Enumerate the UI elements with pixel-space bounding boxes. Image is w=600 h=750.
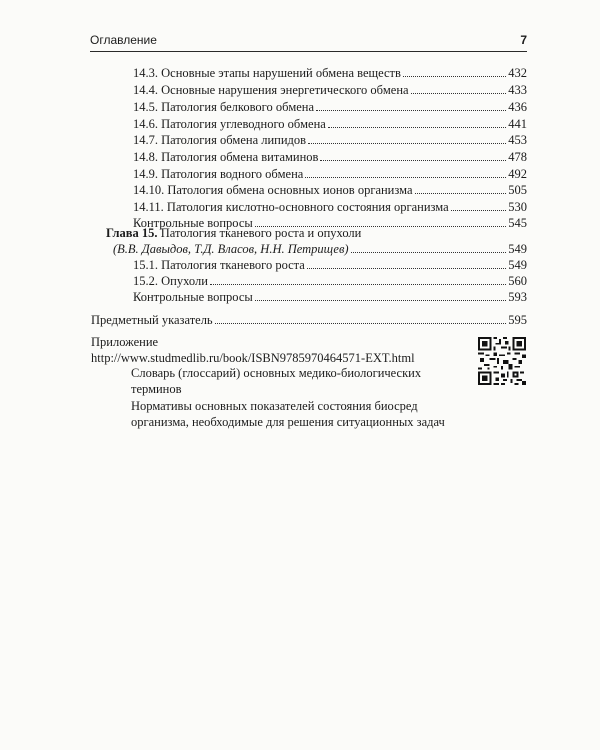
toc-entry-label: 14.3. Основные этапы нарушений обмена веществ <box>133 66 401 80</box>
appendix-item-norms-line2: организма, необходимые для решения ситуационных задач <box>131 415 445 429</box>
toc-entry-label: 15.1. Патология тканевого роста <box>133 258 305 272</box>
toc-entry-label: 14.4. Основные нарушения энергетического обмена <box>133 83 409 97</box>
chapter-15-name: Патология тканевого роста и опухоли <box>157 226 362 240</box>
leader-dots <box>215 323 507 324</box>
leader-dots <box>305 177 506 178</box>
toc-entry-14-9 <box>133 166 527 183</box>
toc-entry-page: 505 <box>508 183 527 197</box>
toc-entry-ch15-questions <box>133 289 527 306</box>
toc-entry-15-1 <box>133 257 527 274</box>
toc-entry-page: 549 <box>508 242 527 256</box>
header-title: Оглавление <box>90 33 157 47</box>
toc-entry-14-10 <box>133 182 527 199</box>
toc-entry-14-5 <box>133 99 527 116</box>
toc-entry-label: 14.8. Патология обмена витаминов <box>133 150 319 164</box>
qr-code-icon[interactable] <box>478 337 526 385</box>
toc-entry-label: 14.10. Патология обмена основных ионов организма <box>133 183 413 197</box>
toc-entry-page: 492 <box>508 167 527 181</box>
leader-dots <box>210 284 506 285</box>
toc-entry-label: 14.11. Патология кислотно-основного состояния организма <box>133 200 449 214</box>
leader-dots <box>411 93 507 94</box>
appendix-item-glossary-line2: терминов <box>131 382 182 396</box>
leader-dots <box>403 76 506 77</box>
chapter-15-title <box>106 225 361 242</box>
chapter-15-authors: (В.В. Давыдов, Т.Д. Власов, Н.Н. Петрищев) <box>113 242 349 256</box>
leader-dots <box>320 160 506 161</box>
toc-entry-label: 15.2. Опухоли <box>133 274 208 288</box>
toc-entry-14-4 <box>133 82 527 99</box>
appendix-item-glossary-line1: Словарь (глоссарий) основных медико-биологических <box>131 366 422 380</box>
toc-entry-page: 560 <box>508 274 527 288</box>
leader-dots <box>307 268 506 269</box>
toc-entry-page: 441 <box>508 117 527 131</box>
appendix-url[interactable]: http://www.studmedlib.ru/book/ISBN9785970464571-EXT.html <box>91 351 415 365</box>
appendix-title: Приложение <box>91 335 159 349</box>
toc-entry-page: 530 <box>508 200 527 214</box>
toc-entry-14-6 <box>133 116 527 133</box>
leader-dots <box>351 252 507 253</box>
toc-entry-page: 432 <box>508 66 527 80</box>
leader-dots <box>328 127 506 128</box>
header-rule <box>90 51 527 52</box>
leader-dots <box>255 300 506 301</box>
toc-entry-subject-index <box>91 312 527 329</box>
toc-entry-page: 478 <box>508 150 527 164</box>
leader-dots <box>316 110 506 111</box>
toc-entry-label: 14.7. Патология обмена липидов <box>133 133 307 147</box>
toc-entry-label: Контрольные вопросы <box>133 290 253 304</box>
appendix-item-norms-line1: Нормативы основных показателей состояния биосред <box>131 399 418 413</box>
toc-entry-label: 14.9. Патология водного обмена <box>133 167 304 181</box>
toc-entry-page: 453 <box>508 133 527 147</box>
toc-entry-14-7 <box>133 132 527 149</box>
header-page-number: 7 <box>520 33 527 47</box>
leader-dots <box>451 210 507 211</box>
toc-entry-15-2 <box>133 273 527 290</box>
toc-entry-page: 593 <box>508 290 527 304</box>
toc-entry-page: 545 <box>508 216 527 230</box>
leader-dots <box>415 193 507 194</box>
chapter-15-prefix: Глава 15. <box>106 226 158 240</box>
toc-entry-page: 595 <box>508 313 527 327</box>
toc-entry-14-11 <box>133 199 527 216</box>
leader-dots <box>308 143 506 144</box>
toc-entry-page: 549 <box>508 258 527 272</box>
toc-entry-14-3 <box>133 65 527 82</box>
toc-entry-page: 433 <box>508 83 527 97</box>
page-header <box>90 33 527 49</box>
toc-entry-page: 436 <box>508 100 527 114</box>
toc-entry-label: 14.6. Патология углеводного обмена <box>133 117 326 131</box>
toc-entry-label: Предметный указатель <box>91 313 213 327</box>
toc-entry-14-8 <box>133 149 527 166</box>
chapter-15-authors-line <box>113 241 527 258</box>
toc-entry-label: 14.5. Патология белкового обмена <box>133 100 315 114</box>
toc-entry-label: Контрольные вопросы <box>133 216 253 230</box>
